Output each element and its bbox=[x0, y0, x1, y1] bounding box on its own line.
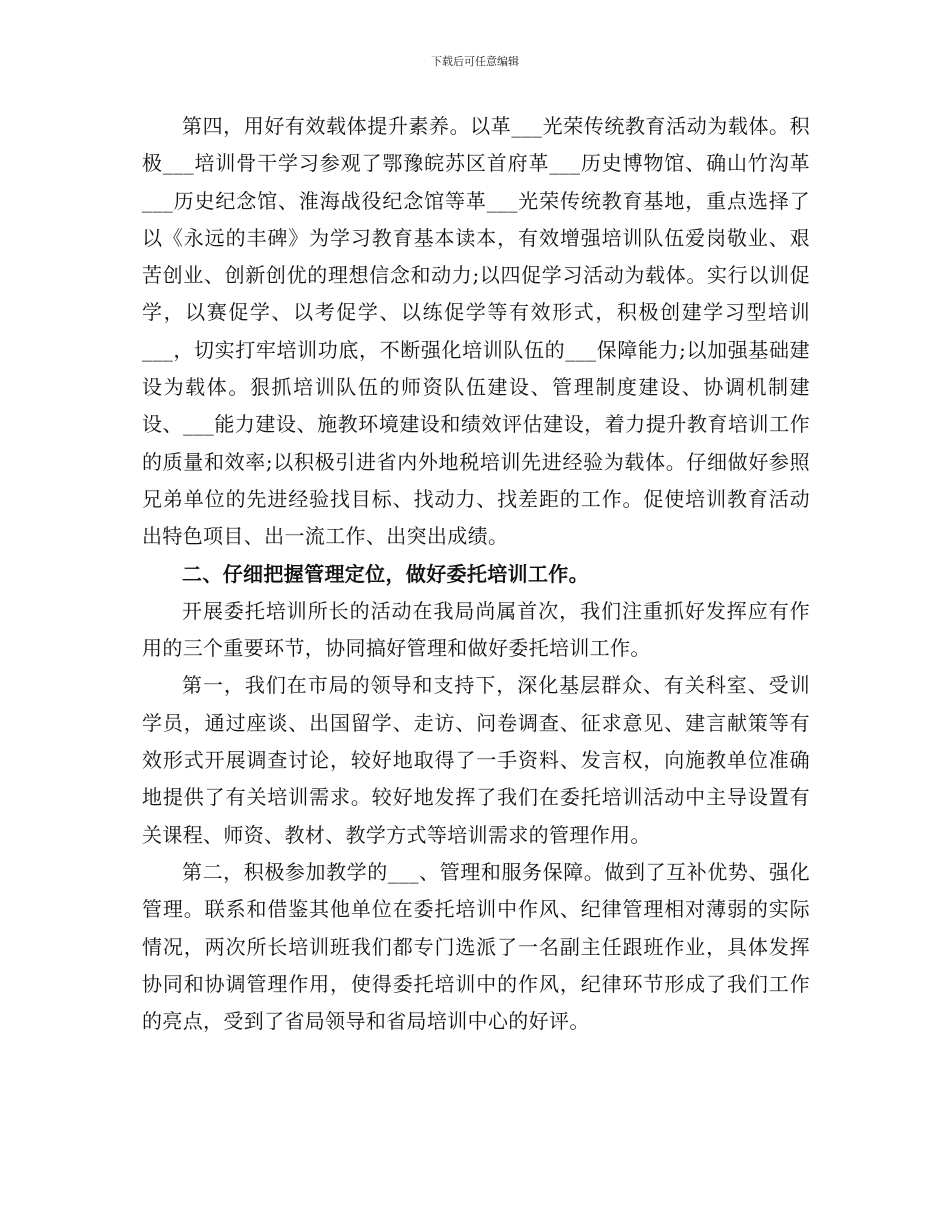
paragraph-first-point: 第一，我们在市局的领导和支持下，深化基层群众、有关科室、受训学员，通过座谈、出国留学、走访、问卷调查、征求意见、建言献策等有效形式开展调查讨论，较好地取得了一手资料、发言权，向施教单位准确地提供了有关培训需求。较好地发挥了我们在委托培训活动中主导设置有关课程、师资、教材、教学方式等培训需求的管理作用。 bbox=[142, 673, 810, 847]
paragraph-second-point: 第二，积极参加教学的___、管理和服务保障。做到了互补优势、强化管理。联系和借鉴其他单位在委托培训中作风、纪律管理相对薄弱的实际情况，两次所长培训班我们都专门选派了一名副主任跟班作业，具体发挥协同和协调管理作用，使得委托培训中的作风，纪律环节形成了我们工作的亮点，受到了省局领导和省局培训中心的好评。 bbox=[142, 859, 810, 1034]
page-header: 下载后可任意编辑 bbox=[431, 55, 519, 68]
document-body bbox=[142, 108, 810, 1040]
section-heading-two: 二、仔细把握管理定位，做好委托培训工作。 bbox=[182, 561, 589, 586]
paragraph-fourth-carrier: 第四，用好有效载体提升素养。以革___光荣传统教育活动为载体。积极___培训骨干学习参观了鄂豫皖苏区首府革___历史博物馆、确山竹沟革___历史纪念馆、淮海战役纪念馆等革___光荣传统教育基地，重点选择了以《永远的丰碑》为学习教育基本读本，有效增强培训队伍爱岗敬业、艰苦创业、创新创优的理想信念和动力;以四促学习活动为载体。实行以训促学，以赛促学、以考促学、以练促学等有效形式，积极创建学习型培训___，切实打牢培训功底，不断强化培训队伍的___保障能力;以加强基础建设为载体。狠抓培训队伍的师资队伍建设、管理制度建设、协调机制建设、___能力建设、施教环境建设和绩效评估建设，着力提升教育培训工作的质量和效率;以积极引进省内外地税培训先进经验为载体。仔细做好参照兄弟单位的先进经验找目标、找动力、找差距的工作。促使培训教育活动出特色项目、出一流工作、出突出成绩。 bbox=[142, 114, 810, 549]
paragraph-entrusted-intro: 开展委托培训所长的活动在我局尚属首次，我们注重抓好发挥应有作用的三个重要环节，协同搞好管理和做好委托培训工作。 bbox=[142, 598, 810, 661]
